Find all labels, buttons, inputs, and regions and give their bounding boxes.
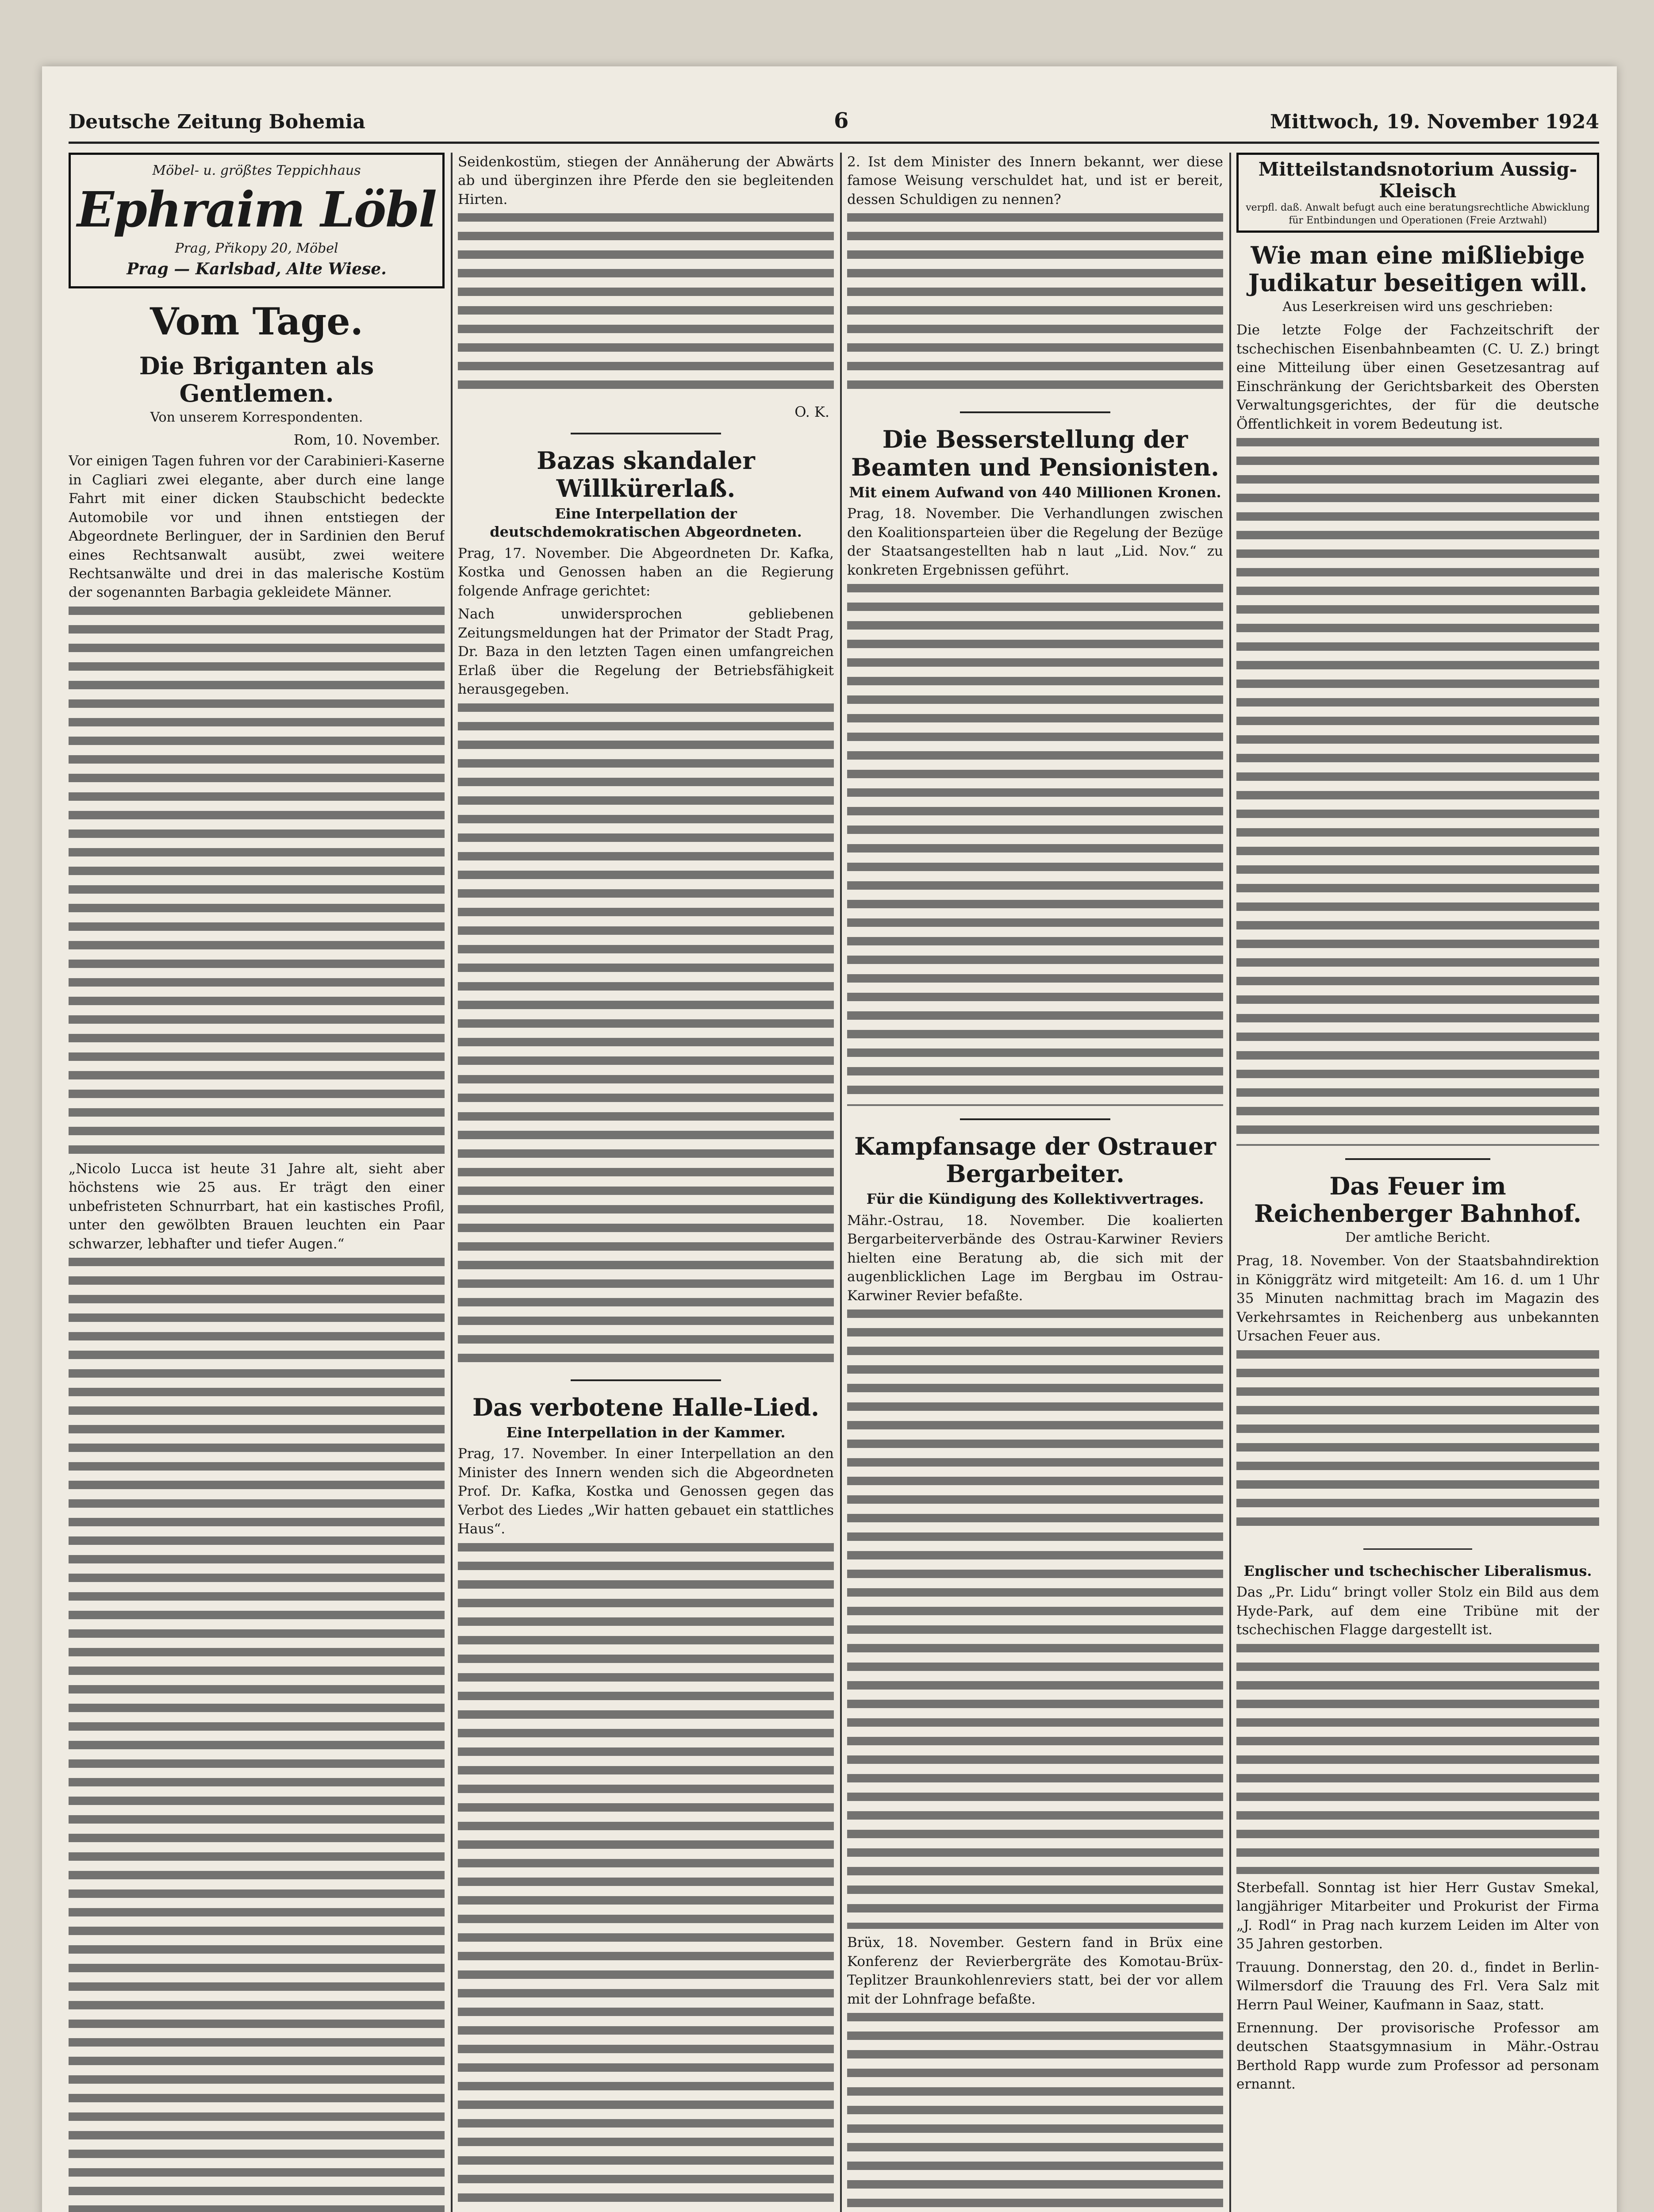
column-3 — [847, 153, 1223, 2212]
article-text-block — [1236, 1350, 1599, 1536]
article-paragraph: Das „Pr. Lidu“ bringt voller Stolz ein Bild aus dem Hyde-Park, auf dem eine Tribüne mit der tschechischen Flagge dargestellt ist. — [1236, 1584, 1599, 1638]
article-text-block — [69, 1258, 445, 2212]
article-text-block — [847, 213, 1223, 399]
article-divider — [571, 1379, 721, 1381]
article-headline: Bazas skandaler Willkürerlaß. — [537, 446, 755, 503]
article-headline: Das Feuer im Reichenberger Bahnhof. — [1254, 1172, 1581, 1228]
paper-name: Deutsche Zeitung Bohemia — [69, 111, 365, 133]
ad-cities: Prag — Karlsbad, Alte Wiese. — [127, 260, 387, 278]
article-paragraph: Nach unwidersprochen gebliebenen Zeitungsmeldungen hat der Primator der Stadt Prag, Dr. Baza in den letzten Tagen einen umfangreichen Erlaß über die Regelung der Betriebsfähigkeit herausgegeben. — [458, 606, 834, 698]
notice-subtitle: verpfl. daß. Anwalt befugt auch eine beratungsrechtliche Abwicklung für Entbindungen und Operationen (Freie Arztwahl) — [1246, 202, 1590, 226]
article-headline: Wie man eine mißliebige Judikatur beseitigen will. — [1248, 241, 1588, 297]
masthead — [69, 102, 1599, 144]
article-divider — [571, 433, 721, 434]
column-rule — [451, 153, 453, 2212]
ad-middle-line: Prag, Přikopy 20, Möbel — [175, 241, 338, 256]
column-4 — [1236, 153, 1599, 2212]
article-text-block — [69, 607, 445, 1155]
article-paragraph: Seidenkostüm, stiegen der Annäherung der Abwärts ab und überginzen ihre Pferde den sie begleitenden Hirten. — [458, 154, 834, 207]
article-byline: Aus Leserkreisen wird uns geschrieben: — [1282, 299, 1553, 315]
article-byline: Von unserem Korrespondenten. — [150, 410, 363, 426]
article-subheadline: Eine Interpellation in der Kammer. — [506, 1424, 786, 1441]
column-layout — [69, 153, 1599, 2212]
article-paragraph: Vor einigen Tagen fuhren vor der Carabinieri-Kaserne in Cagliari zwei elegante, aber durch eine lange Fahrt mit einer dicken Staubschicht bedeckte Automobile vor und ihnen entstiegen der Abgeordnete Berlinguer, der in Sardinien den Beruf eines Rechtsanwalt ausübt, zwei weitere Rechtsanwälte und drei in das malerische Kostüm der sogenannten Barbagia gekleidete Männer. — [69, 453, 445, 601]
column-rule — [1229, 153, 1231, 2212]
article-paragraph: Prag, 18. November. Von der Staatsbahndirektion in Königgrätz wird mitgeteilt: Am 16. d. um 1 Uhr 35 Minuten nachmittag brach im Magazin des Verkehrsamtes in Reichenberg aus unbekannten Ursachen Feuer aus. — [1236, 1253, 1599, 1344]
article-subheadline: Englischer und tschechischer Liberalismus. — [1243, 1562, 1592, 1579]
article-divider — [960, 1118, 1110, 1120]
notice-box — [1236, 153, 1599, 233]
notice-title: Mitteilstandsnotorium Aussig-Kleisch — [1258, 158, 1577, 202]
ad-company-name: Ephraim Löbl — [77, 181, 436, 238]
article-subheadline: Für die Kündigung des Kollektivvertrages. — [866, 1190, 1204, 1208]
article-paragraph: Brüx, 18. November. Gestern fand in Brüx eine Konferenz der Revierbergräte des Komotau-Brüx-Teplitzer Braunkohlenreviers statt, bei der vor allem mit der Lohnfrage befaßte. — [847, 1935, 1223, 2007]
article-divider — [960, 411, 1110, 413]
article-subheadline: Eine Interpellation der deutschdemokratischen Abgeordneten. — [490, 505, 802, 541]
article-subheadline: Mit einem Aufwand von 440 Millionen Kronen. — [849, 484, 1221, 501]
article-text-block — [458, 703, 834, 1367]
article-paragraph: Die letzte Folge der Fachzeitschrift der tschechischen Eisenbahnbeamten (C. U. Z.) bringt eine Mitteilung über einen Gesetzesantrag auf Einschränkung der Gerichtsbarkeit des Obersten Verwaltungsgerichtes, der für die deutsche Öffentlichkeit in vorem Bedeutung ist. — [1236, 322, 1599, 432]
issue-date: Mittwoch, 19. November 1924 — [1270, 111, 1599, 133]
article-byline: Der amtliche Bericht. — [1345, 1230, 1491, 1246]
article-signature: O. K. — [794, 403, 829, 421]
article-paragraph: Prag, 18. November. Die Verhandlungen zwischen den Koalitionsparteien über die Regelung der Bezüge der Staatsangestellten hab n laut „Lid. Nov.“ zu konkreten Ergebnissen geführt. — [847, 506, 1223, 578]
news-item: Ernennung. Der provisorische Professor am deutschen Staatsgymnasium in Mähr.-Ostrau Berthold Rapp wurde zum Professor ad personam ernannt. — [1236, 2020, 1599, 2093]
article-paragraph: Mähr.-Ostrau, 18. November. Die koalierten Bergarbeiterverbände des Ostrau-Karwiner Reviers hielten eine Beratung ab, die sich mit der augenblicklichen Lage im Bergbau im Ostrau-Karwiner Revier befaßte. — [847, 1212, 1223, 1304]
article-text-block — [458, 1543, 834, 2212]
article-text-block — [847, 1310, 1223, 1929]
news-item: Sterbefall. Sonntag ist hier Herr Gustav Smekal, langjähriger Mitarbeiter und Prokurist der Firma „J. Rodl“ in Prag nach kurzem Leiden im Alter von 35 Jahren gestorben. — [1236, 1879, 1599, 1952]
column-2 — [458, 153, 834, 2212]
article-text-block — [1236, 438, 1599, 1146]
article-headline: Kampfansage der Ostrauer Bergarbeiter. — [854, 1132, 1216, 1188]
article-paragraph: Prag, 17. November. Die Abgeordneten Dr. Kafka, Kostka und Genossen haben an die Regierung folgende Anfrage gerichtet: — [458, 545, 834, 599]
article-text-block — [847, 584, 1223, 1106]
article-headline: Das verbotene Halle-Lied. — [472, 1393, 819, 1421]
ad-top-line: Möbel- u. größtes Teppichhaus — [152, 163, 361, 178]
article-headline: Die Besserstellung der Beamten und Pensionisten. — [851, 425, 1219, 481]
article-paragraph: 2. Ist dem Minister des Innern bekannt, wer diese famose Weisung verschuldet hat, und ist er bereit, dessen Schuldigen zu nennen? — [847, 154, 1223, 207]
column-rule — [840, 153, 842, 2212]
article-headline: Die Briganten als Gentlemen. — [139, 352, 374, 408]
advertisement-box — [69, 153, 445, 288]
article-text-block — [458, 213, 834, 399]
article-text-block — [847, 2013, 1223, 2212]
column-1 — [69, 153, 445, 2212]
article-divider — [1345, 1158, 1490, 1160]
article-text-block — [1236, 1644, 1599, 1874]
article-paragraph: „Nicolo Lucca ist heute 31 Jahre alt, sieht aber höchstens wie 25 aus. Er trägt den einer unbefristeten Schnurrbart, hat ein kastisches Profil, unter den gewölbten Brauen leuchten ein Paar schwarzer, lebhafter und tiefer Augen.“ — [69, 1160, 445, 1252]
section-title: Vom Tage. — [150, 300, 363, 343]
article-paragraph: Prag, 17. November. In einer Interpellation an den Minister des Innern wenden sich die Abgeordneten Prof. Dr. Kafka, Kostka und Genossen gegen das Verbot des Liedes „Wir hatten gebauet ein stattliches Haus“. — [458, 1446, 834, 1537]
page-number: 6 — [834, 108, 849, 133]
article-divider — [1363, 1548, 1472, 1550]
news-item: Trauung. Donnerstag, den 20. d., findet in Berlin-Wilmersdorf die Trauung des Frl. Vera Salz mit Herrn Paul Weiner, Kaufmann in Saaz, statt. — [1236, 1959, 1599, 2013]
article-dateline: Rom, 10. November. — [293, 431, 440, 449]
newspaper-page — [42, 66, 1617, 2212]
